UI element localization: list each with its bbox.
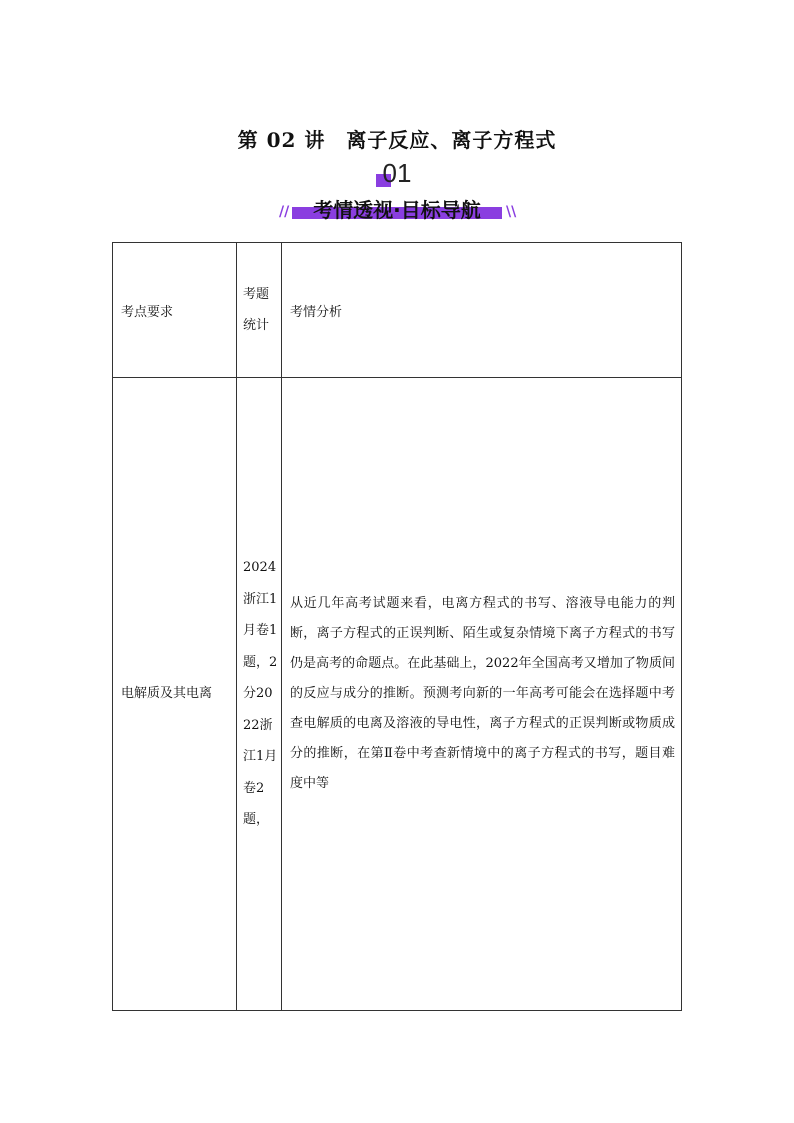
section-banner: 考情透视·目标导航	[313, 198, 481, 222]
section-number: 01	[382, 158, 412, 188]
table-row	[113, 378, 682, 1011]
page-title: 第 02 讲 离子反应、离子方程式	[237, 128, 557, 152]
stats-text: 2024浙江1月卷1题，2分2022浙江1月卷2题，	[243, 560, 278, 828]
header-point	[113, 243, 237, 378]
point-text: 电解质及其电离	[121, 686, 213, 701]
header-analysis-label: 考情分析	[290, 304, 343, 320]
analysis-text: 从近几年高考试题来看，电离方程式的书写、溶液导电能力的判断，离子方程式的正误判断、陌生或复杂情境下离子方程式的书写仍是高考的命题点。在此基础上，2022年全国高考又增加了物质间的反应与成分的推断。预测考向新的一年高考可能会在选择题中考查电解质的电离及溶液的导电性，离子方程式的正误判断或物质成分的推断，在第Ⅱ卷中考查新情境中的离子方程式的书写，题目难度中等	[290, 596, 675, 791]
header-point-label: 考点要求	[121, 304, 174, 320]
cell-point	[113, 378, 237, 1011]
banner-deco-right: \\	[506, 204, 517, 220]
header-stats-label: 考题统计	[243, 286, 270, 333]
cell-stats	[237, 378, 282, 1011]
header-analysis	[282, 243, 682, 378]
exam-analysis-table	[112, 242, 682, 1011]
cell-analysis	[282, 378, 682, 1011]
table-header-row	[113, 243, 682, 378]
header-stats	[237, 243, 282, 378]
banner-deco-left: //	[279, 204, 290, 220]
